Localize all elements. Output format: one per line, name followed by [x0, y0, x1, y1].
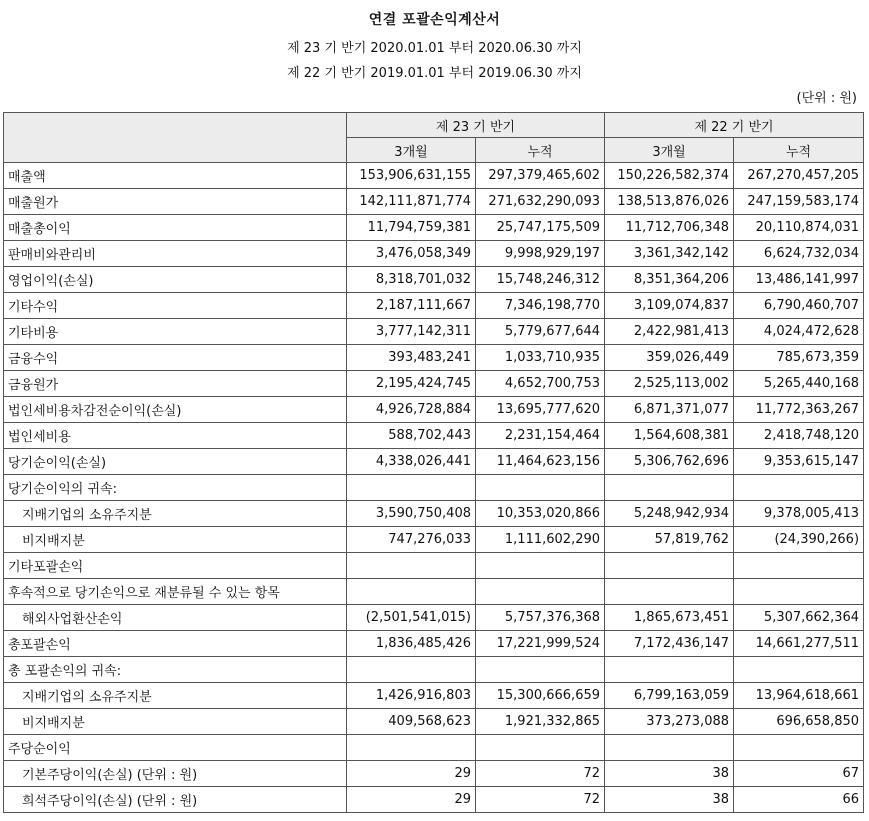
row-value: 4,024,472,628	[734, 319, 864, 345]
row-value	[347, 657, 476, 683]
table-row	[4, 319, 864, 345]
row-value: 20,110,874,031	[734, 215, 864, 241]
row-label: 총 포괄손익의 귀속:	[4, 657, 347, 683]
row-value: 150,226,582,374	[605, 163, 734, 189]
row-value: 1,426,916,803	[347, 683, 476, 709]
table-row	[4, 761, 864, 787]
row-value: (2,501,541,015)	[347, 605, 476, 631]
row-value: 5,307,662,364	[734, 605, 864, 631]
row-value: 747,276,033	[347, 527, 476, 553]
table-row	[4, 371, 864, 397]
row-value: 38	[605, 787, 734, 813]
row-value: 5,779,677,644	[476, 319, 605, 345]
header-group-prior: 제 22 기 반기	[605, 113, 864, 138]
table-row	[4, 267, 864, 293]
row-value	[347, 553, 476, 579]
row-value: 6,790,460,707	[734, 293, 864, 319]
row-value	[605, 657, 734, 683]
row-value	[605, 735, 734, 761]
row-value	[347, 579, 476, 605]
row-value: 696,658,850	[734, 709, 864, 735]
row-value: 3,590,750,408	[347, 501, 476, 527]
table-row	[4, 553, 864, 579]
row-value: 1,564,608,381	[605, 423, 734, 449]
row-value: 15,300,666,659	[476, 683, 605, 709]
row-value: 11,772,363,267	[734, 397, 864, 423]
row-value: 373,273,088	[605, 709, 734, 735]
table-row	[4, 657, 864, 683]
row-value	[476, 657, 605, 683]
table-row	[4, 579, 864, 605]
row-value: 153,906,631,155	[347, 163, 476, 189]
row-value: 11,712,706,348	[605, 215, 734, 241]
table-row	[4, 163, 864, 189]
unit-note: (단위 : 원)	[796, 91, 857, 106]
table-row	[4, 397, 864, 423]
document-title: 연결 포괄손익계산서	[368, 12, 501, 28]
row-value: 6,624,732,034	[734, 241, 864, 267]
row-label: 지배기업의 소유주지분	[4, 683, 347, 709]
row-label: 지배기업의 소유주지분	[4, 501, 347, 527]
row-value: 1,865,673,451	[605, 605, 734, 631]
row-value: 785,673,359	[734, 345, 864, 371]
row-label: 기본주당이익(손실) (단위 : 원)	[4, 761, 347, 787]
header-prior-3m: 3개월	[605, 138, 734, 163]
row-label: 당기순이익의 귀속:	[4, 475, 347, 501]
row-value: 11,794,759,381	[347, 215, 476, 241]
row-label: 기타포괄손익	[4, 553, 347, 579]
header-prior-cum: 누적	[734, 138, 864, 163]
table-row	[4, 345, 864, 371]
row-value: 25,747,175,509	[476, 215, 605, 241]
row-value: 6,871,371,077	[605, 397, 734, 423]
row-label: 금융원가	[4, 371, 347, 397]
row-value: 1,033,710,935	[476, 345, 605, 371]
row-value: 57,819,762	[605, 527, 734, 553]
row-value: 29	[347, 761, 476, 787]
row-value: 297,379,465,602	[476, 163, 605, 189]
row-value: 72	[476, 761, 605, 787]
row-value: 142,111,871,774	[347, 189, 476, 215]
row-label: 당기순이익(손실)	[4, 449, 347, 475]
row-label: 매출액	[4, 163, 347, 189]
row-value	[476, 735, 605, 761]
row-value: 5,757,376,368	[476, 605, 605, 631]
row-value: 3,109,074,837	[605, 293, 734, 319]
row-label: 매출총이익	[4, 215, 347, 241]
row-label: 금융수익	[4, 345, 347, 371]
row-value: 15,748,246,312	[476, 267, 605, 293]
row-value: 409,568,623	[347, 709, 476, 735]
row-value: 5,265,440,168	[734, 371, 864, 397]
row-value	[605, 553, 734, 579]
row-value: 4,652,700,753	[476, 371, 605, 397]
table-row	[4, 709, 864, 735]
table-row	[4, 293, 864, 319]
row-value: 4,926,728,884	[347, 397, 476, 423]
period-prior: 제 22 기 반기 2019.01.01 부터 2019.06.30 까지	[287, 66, 582, 81]
income-statement-table	[3, 112, 864, 813]
row-value	[605, 579, 734, 605]
table-row	[4, 631, 864, 657]
row-value: 271,632,290,093	[476, 189, 605, 215]
row-value: 9,378,005,413	[734, 501, 864, 527]
row-value	[605, 475, 734, 501]
row-label: 법인세비용차감전순이익(손실)	[4, 397, 347, 423]
row-label: 영업이익(손실)	[4, 267, 347, 293]
row-value: 359,026,449	[605, 345, 734, 371]
row-value: 66	[734, 787, 864, 813]
row-label: 비지배지분	[4, 527, 347, 553]
row-value: 14,661,277,511	[734, 631, 864, 657]
row-value: 72	[476, 787, 605, 813]
row-value	[476, 579, 605, 605]
table-row	[4, 475, 864, 501]
row-label: 판매비와관리비	[4, 241, 347, 267]
header-row-groups	[4, 113, 864, 138]
row-value	[734, 657, 864, 683]
row-value: 2,418,748,120	[734, 423, 864, 449]
row-value	[347, 475, 476, 501]
table-row	[4, 787, 864, 813]
row-value: 2,231,154,464	[476, 423, 605, 449]
row-value: 13,486,141,997	[734, 267, 864, 293]
row-value: 1,836,485,426	[347, 631, 476, 657]
row-value: 29	[347, 787, 476, 813]
row-value: 8,351,364,206	[605, 267, 734, 293]
row-value: 4,338,026,441	[347, 449, 476, 475]
row-label: 기타수익	[4, 293, 347, 319]
row-value: 8,318,701,032	[347, 267, 476, 293]
table-row	[4, 215, 864, 241]
table-row	[4, 501, 864, 527]
row-value: 10,353,020,866	[476, 501, 605, 527]
row-value: 13,695,777,620	[476, 397, 605, 423]
row-value: 7,172,436,147	[605, 631, 734, 657]
row-value: 17,221,999,524	[476, 631, 605, 657]
table-row	[4, 423, 864, 449]
header-group-current: 제 23 기 반기	[347, 113, 605, 138]
row-label: 희석주당이익(손실) (단위 : 원)	[4, 787, 347, 813]
row-value: 5,306,762,696	[605, 449, 734, 475]
table-row	[4, 189, 864, 215]
row-value: 38	[605, 761, 734, 787]
row-value: 2,422,981,413	[605, 319, 734, 345]
row-value	[476, 553, 605, 579]
row-label: 총포괄손익	[4, 631, 347, 657]
table-row	[4, 605, 864, 631]
row-value: 138,513,876,026	[605, 189, 734, 215]
row-label: 비지배지분	[4, 709, 347, 735]
row-value: 6,799,163,059	[605, 683, 734, 709]
header-current-cum: 누적	[476, 138, 605, 163]
row-value: 3,777,142,311	[347, 319, 476, 345]
row-value: 3,361,342,142	[605, 241, 734, 267]
row-label: 후속적으로 당기손익으로 재분류될 수 있는 항목	[4, 579, 347, 605]
row-value: 247,159,583,174	[734, 189, 864, 215]
row-value: (24,390,266)	[734, 527, 864, 553]
row-value	[734, 579, 864, 605]
row-value: 1,921,332,865	[476, 709, 605, 735]
row-value	[347, 735, 476, 761]
row-value: 5,248,942,934	[605, 501, 734, 527]
row-value: 9,998,929,197	[476, 241, 605, 267]
row-value: 67	[734, 761, 864, 787]
row-label: 매출원가	[4, 189, 347, 215]
row-label: 주당순이익	[4, 735, 347, 761]
row-value: 1,111,602,290	[476, 527, 605, 553]
row-value: 2,195,424,745	[347, 371, 476, 397]
row-value: 13,964,618,661	[734, 683, 864, 709]
row-value	[734, 475, 864, 501]
row-value: 267,270,457,205	[734, 163, 864, 189]
row-label: 기타비용	[4, 319, 347, 345]
table-row	[4, 449, 864, 475]
row-value	[734, 735, 864, 761]
table-row	[4, 241, 864, 267]
row-value: 9,353,615,147	[734, 449, 864, 475]
row-value: 393,483,241	[347, 345, 476, 371]
header-current-3m: 3개월	[347, 138, 476, 163]
table-row	[4, 683, 864, 709]
row-value: 2,187,111,667	[347, 293, 476, 319]
period-current: 제 23 기 반기 2020.01.01 부터 2020.06.30 까지	[287, 41, 582, 56]
table-header	[4, 113, 864, 163]
row-value: 2,525,113,002	[605, 371, 734, 397]
row-value	[476, 475, 605, 501]
header-item-blank	[4, 113, 347, 163]
row-label: 해외사업환산손익	[4, 605, 347, 631]
row-value: 3,476,058,349	[347, 241, 476, 267]
row-label: 법인세비용	[4, 423, 347, 449]
table-row	[4, 527, 864, 553]
table-body	[4, 163, 864, 813]
row-value	[734, 553, 864, 579]
table-row	[4, 735, 864, 761]
row-value: 7,346,198,770	[476, 293, 605, 319]
row-value: 11,464,623,156	[476, 449, 605, 475]
row-value: 588,702,443	[347, 423, 476, 449]
